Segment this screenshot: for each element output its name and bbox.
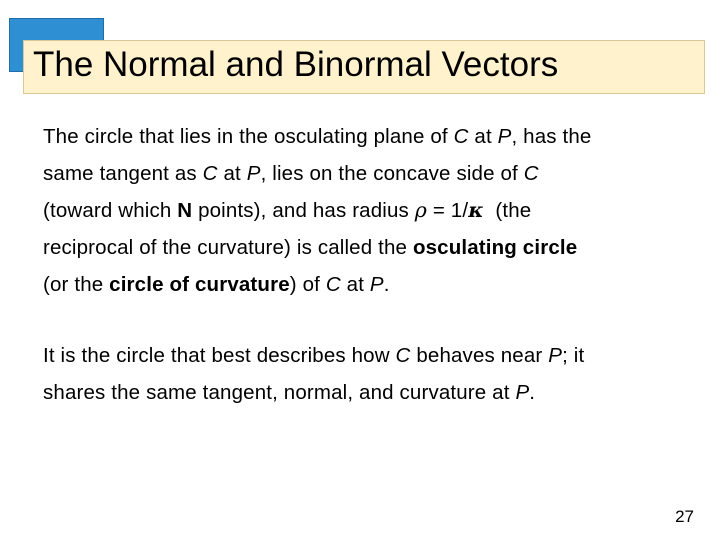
text-run: . bbox=[383, 273, 390, 296]
math-var: C bbox=[453, 125, 469, 148]
text-run: at bbox=[217, 162, 247, 185]
text-run: (the bbox=[483, 199, 532, 222]
paragraph-line bbox=[43, 229, 683, 266]
text-run: at bbox=[468, 125, 498, 148]
math-var: C bbox=[395, 344, 411, 367]
text-run: (or the bbox=[43, 273, 110, 296]
paragraph-line bbox=[43, 266, 683, 303]
text-run: = 1/ bbox=[426, 199, 469, 222]
page-number: 27 bbox=[675, 507, 694, 526]
paragraph-line bbox=[43, 155, 683, 192]
math-var: P bbox=[369, 273, 384, 296]
math-vector: N bbox=[177, 199, 193, 222]
paragraph-line bbox=[43, 192, 683, 229]
text-run: The circle that lies in the osculating plane of bbox=[43, 125, 454, 148]
math-var: P bbox=[515, 381, 530, 404]
text-run: shares the same tangent, normal, and curvature at bbox=[43, 381, 516, 404]
math-var: P bbox=[246, 162, 261, 185]
text-run: , lies on the concave side of bbox=[260, 162, 524, 185]
text-run: points), and has radius bbox=[192, 199, 415, 222]
text-run: at bbox=[340, 273, 370, 296]
text-run: reciprocal of the curvature) is called the bbox=[43, 236, 413, 259]
text-run: same tangent as bbox=[43, 162, 203, 185]
paragraph-best-circle bbox=[43, 337, 683, 411]
paragraph-osculating-circle bbox=[43, 118, 683, 303]
math-var: C bbox=[202, 162, 218, 185]
paragraph-line bbox=[43, 337, 683, 374]
paragraph-line bbox=[43, 374, 683, 411]
text-run: (toward which bbox=[43, 199, 178, 222]
text-run: , has the bbox=[511, 125, 592, 148]
term-osculating-circle: osculating circle bbox=[412, 236, 578, 259]
slide-title: The Normal and Binormal Vectors bbox=[33, 45, 559, 84]
math-var: P bbox=[497, 125, 512, 148]
text-run: ) of bbox=[289, 273, 326, 296]
paragraph-line bbox=[43, 118, 683, 155]
text-run: . bbox=[529, 381, 536, 404]
math-var: C bbox=[523, 162, 539, 185]
text-run: ; it bbox=[562, 344, 585, 367]
text-run: behaves near bbox=[410, 344, 549, 367]
math-symbol-kappa: κ bbox=[468, 198, 484, 222]
text-run: It is the circle that best describes how bbox=[43, 344, 396, 367]
math-symbol-rho: ρ bbox=[414, 198, 427, 222]
math-var: C bbox=[325, 273, 341, 296]
term-circle-of-curvature: circle of curvature bbox=[109, 273, 290, 296]
math-var: P bbox=[548, 344, 563, 367]
